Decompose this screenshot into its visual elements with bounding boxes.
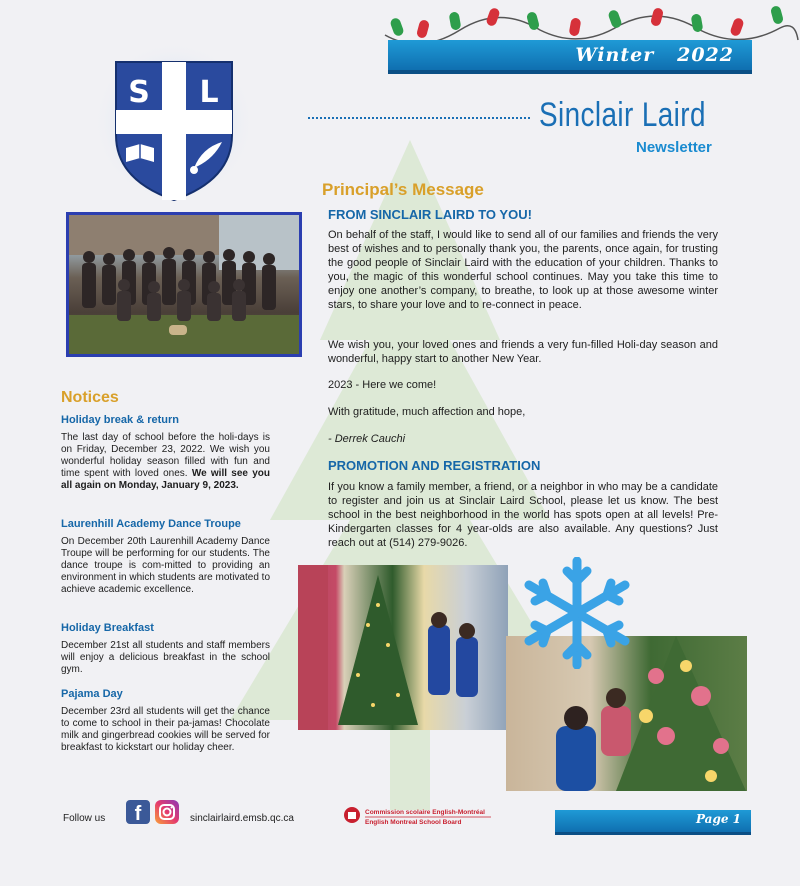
principal-paragraph-2: We wish you, your loved ones and friends a very fun-filled Holi-day season and wonderful, happy start to another New Year. <box>328 339 718 365</box>
emsb-logo <box>343 803 493 829</box>
notice-text-dance-troupe: On December 20th Laurenhill Academy Dance Troupe will be performing for our students. The dance troupe is com-mitted to providing an environment in which students are motivated to achieve academic excellence. <box>61 536 270 595</box>
notice-title-holiday-breakfast: Holiday Breakfast <box>61 622 154 634</box>
instagram-icon[interactable] <box>155 800 179 824</box>
notice-text-holiday-break-body: The last day of school before the holi-days is on Friday, December 23, 2022. We wish you wonderful holiday season filled with fun and time spent with loved ones. <box>61 432 270 479</box>
principal-paragraph-3: 2023 - Here we come! <box>328 379 437 391</box>
principal-message-heading: Principal’s Message <box>322 180 484 199</box>
emsb-name-en: English Montreal School Board <box>365 819 462 826</box>
page-number-banner <box>555 810 751 835</box>
emsb-name-fr: Commission scolaire English-Montréal <box>365 809 485 816</box>
season-label: Winter 2022 <box>575 44 734 66</box>
promotion-text: If you know a family member, a friend, or a neighbor in who may be a candidate to register and join us at Sinclair Laird School, please let us know. The best school in the best neighborhood in the world has spots open at all levels! Pre-Kindergarten classes for 4 year-olds are also available. Any questions? Just reach out at (514) 279-9026. <box>328 481 718 549</box>
season-banner <box>388 40 752 74</box>
crest-letter-right: L <box>199 75 219 110</box>
notice-title-pajama-day: Pajama Day <box>61 688 123 700</box>
title-dotted-line <box>308 117 530 119</box>
notice-text-holiday-break-bold: We will see you all again on Monday, January 9, 2023. <box>61 468 271 491</box>
snowflake-icon <box>505 557 650 669</box>
notices-heading: Notices <box>61 389 119 406</box>
page-subtitle: Newsletter <box>636 139 712 156</box>
school-crest-logo <box>90 40 258 205</box>
principal-paragraph-4: With gratitude, much affection and hope, <box>328 406 526 418</box>
follow-us-label: Follow us <box>63 813 106 824</box>
page-title: Sinclair Laird <box>539 96 706 134</box>
facebook-icon[interactable]: f <box>126 800 150 824</box>
website-link[interactable]: sinclairlaird.emsb.qc.ca <box>190 813 294 824</box>
principal-signature: - Derrek Cauchi <box>328 433 406 445</box>
notice-text-holiday-breakfast: December 21st all students and staff members will enjoy a delicious breakfast in the school gym. <box>61 640 270 675</box>
crest-letter-left: S <box>128 75 150 110</box>
notice-title-dance-troupe: Laurenhill Academy Dance Troupe <box>61 518 241 530</box>
instagram-glyph <box>155 800 179 824</box>
staff-group-photo <box>66 212 302 357</box>
christmas-tree-students-photo <box>298 565 508 730</box>
principal-paragraph-1: On behalf of the staff, I would like to send all of our families and friends the very best of wishes and to personally thank you, the parents, once again, for trusting the good people of Sinclair Laird with the education of your children. Thanks to you, the magic of this wonderful school continues. May you take this time to enjoy one another’s company, to breathe, to look up at those awesome winter stars, to share your love and to re-connect in peace. <box>328 229 718 311</box>
page-number: Page 1 <box>695 812 741 826</box>
notice-text-pajama-day: December 23rd all students will get the chance to come to school in their pa-jamas! Chocolate milk and gingerbread cookies will be served for breakfast to kickstart our holiday cheer. <box>61 706 270 753</box>
principal-subheading: FROM SINCLAIR LAIRD TO YOU! <box>328 207 532 222</box>
tree-students-graphic <box>298 565 508 730</box>
promotion-heading: PROMOTION AND REGISTRATION <box>328 458 541 473</box>
staff-photo-graphic <box>69 215 299 354</box>
notice-text-holiday-break <box>61 432 270 492</box>
notice-title-holiday-break: Holiday break & return <box>61 414 179 426</box>
